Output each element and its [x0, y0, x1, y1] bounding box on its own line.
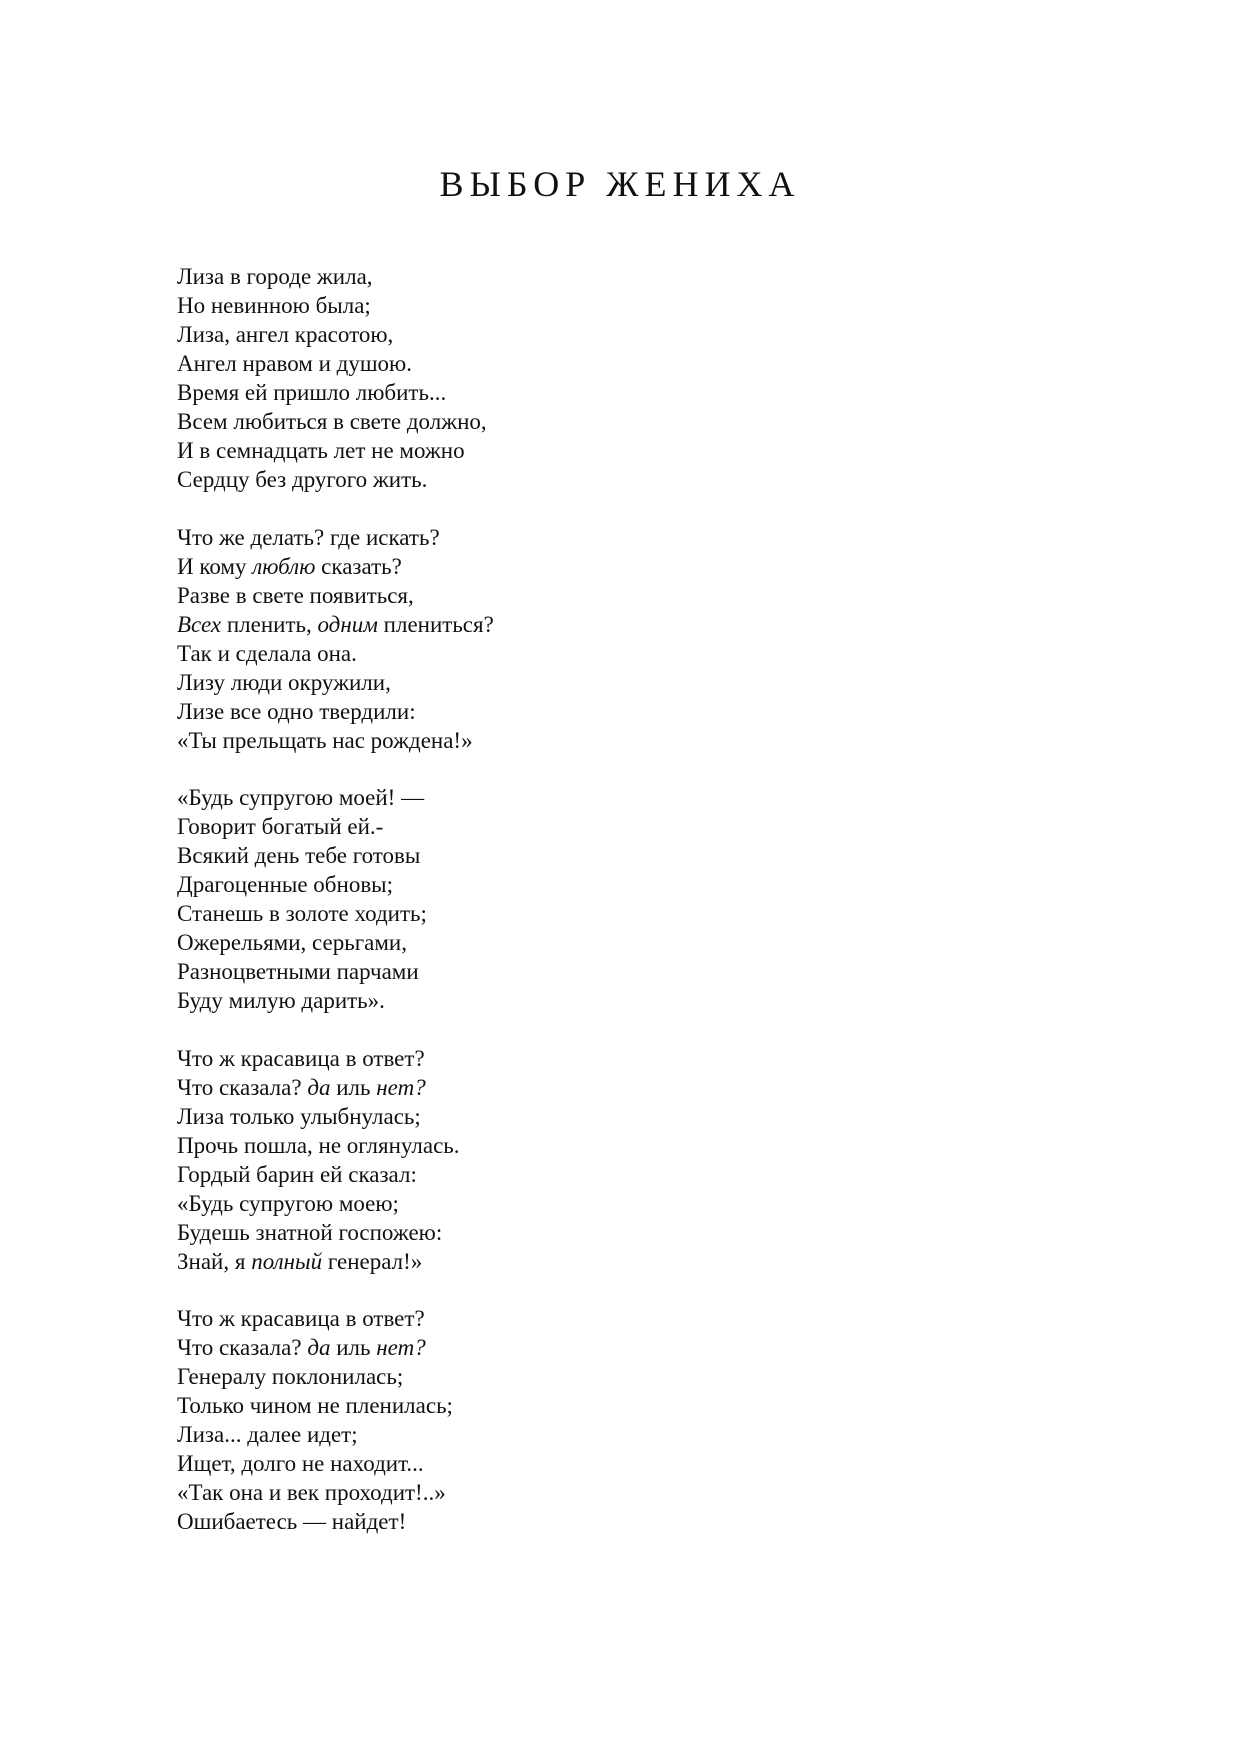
poem-line	[177, 783, 877, 812]
line-text: Всякий день тебе готовы	[177, 843, 421, 868]
line-text: Генералу поклонилась;	[177, 1364, 404, 1389]
line-text: Только чином не пленилась;	[177, 1393, 453, 1418]
line-text: Что же делать? где искать?	[177, 524, 440, 550]
line-text: Что ж красавица в ответ?	[177, 1306, 425, 1331]
emphasized-text: да	[307, 1335, 331, 1360]
poem-line	[177, 581, 877, 610]
line-text: Что сказала?	[177, 1335, 308, 1360]
poem-line	[177, 291, 877, 320]
poem-line	[177, 407, 877, 436]
line-text: Лиза... далее идет;	[177, 1422, 358, 1447]
poem-line	[177, 1420, 877, 1449]
line-text: Драгоценные обновы;	[177, 872, 394, 897]
line-text: И в семнадцать лет не можно	[177, 438, 465, 463]
line-text: Что сказала?	[177, 1074, 308, 1100]
emphasized-text: люблю	[252, 553, 316, 579]
line-text: Ангел нравом и душою.	[177, 351, 412, 376]
poem-line	[177, 726, 877, 755]
emphasized-text: нет?	[376, 1335, 426, 1360]
poem-line	[177, 436, 877, 465]
poem-line	[177, 262, 877, 291]
line-text: Что ж красавица в ответ?	[177, 1045, 425, 1071]
line-text: Ошибаетесь — найдет!	[177, 1509, 407, 1534]
emphasized-text: нет?	[376, 1074, 426, 1100]
line-text: Ищет, долго не находит...	[177, 1451, 424, 1476]
poem-line	[177, 1247, 877, 1276]
line-text: иль	[330, 1335, 377, 1360]
poem-line	[177, 523, 877, 552]
poem-line	[177, 349, 877, 378]
poem-line	[177, 1333, 877, 1362]
line-text: Сердцу без другого жить.	[177, 467, 428, 492]
poem-line	[177, 986, 877, 1015]
line-text: Ожерельями, серьгами,	[177, 930, 407, 955]
poem-line	[177, 668, 877, 697]
poem-body	[177, 262, 877, 1565]
line-text: сказать?	[315, 553, 402, 579]
poem-line	[177, 1218, 877, 1247]
line-text: плениться?	[377, 611, 494, 637]
poem-line	[177, 465, 877, 494]
poem-line	[177, 899, 877, 928]
line-text: иль	[330, 1074, 377, 1100]
line-text: «Ты прельщать нас рождена!»	[177, 727, 473, 753]
line-text: генерал!»	[322, 1248, 423, 1274]
poem-line	[177, 1160, 877, 1189]
line-text: Лизу люди окружили,	[177, 669, 391, 695]
poem-line	[177, 1131, 877, 1160]
poem-line	[177, 957, 877, 986]
poem-line	[177, 1189, 877, 1218]
line-text: Лизе все одно твердили:	[177, 698, 416, 724]
poem-line	[177, 610, 877, 639]
poem-line	[177, 1449, 877, 1478]
emphasized-text: Всех	[177, 611, 222, 637]
stanza	[177, 262, 877, 494]
line-text: Говорит богатый ей.-	[177, 814, 384, 839]
line-text: пленить,	[221, 611, 318, 637]
line-text: Но невинною была;	[177, 293, 371, 318]
line-text: Гордый барин ей сказал:	[177, 1161, 417, 1187]
emphasized-text: одним	[317, 611, 378, 637]
line-text: Лиза в городе жила,	[177, 264, 373, 289]
poem-line	[177, 639, 877, 668]
poem-line	[177, 1478, 877, 1507]
poem-line	[177, 1507, 877, 1536]
line-text: Лиза только улыбнулась;	[177, 1103, 421, 1129]
poem-line	[177, 1102, 877, 1131]
poem-line	[177, 1304, 877, 1333]
stanza	[177, 523, 877, 755]
line-text: «Будь супругою моею;	[177, 1190, 399, 1216]
poem-line	[177, 928, 877, 957]
poem-line	[177, 870, 877, 899]
poem-line	[177, 1391, 877, 1420]
line-text: Разноцветными парчами	[177, 959, 419, 984]
poem-line	[177, 1362, 877, 1391]
poem-line	[177, 320, 877, 349]
line-text: Прочь пошла, не оглянулась.	[177, 1132, 460, 1158]
line-text: Лиза, ангел красотою,	[177, 322, 394, 347]
line-text: Время ей пришло любить...	[177, 380, 447, 405]
line-text: Буду милую дарить».	[177, 988, 385, 1013]
poem-line	[177, 552, 877, 581]
line-text: Будешь знатной госпожею:	[177, 1219, 443, 1245]
line-text: Всем любиться в свете должно,	[177, 409, 487, 434]
emphasized-text: полный	[251, 1248, 323, 1274]
poem-line	[177, 1044, 877, 1073]
line-text: Разве в свете появиться,	[177, 582, 414, 608]
line-text: И кому	[177, 553, 253, 579]
emphasized-text: да	[307, 1074, 331, 1100]
poem-line	[177, 378, 877, 407]
poem-line	[177, 812, 877, 841]
line-text: «Будь супругою моей! —	[177, 785, 425, 810]
stanza	[177, 783, 877, 1015]
stanza	[177, 1304, 877, 1536]
poem-title: ВЫБОР ЖЕНИХА	[439, 164, 801, 204]
stanza	[177, 1044, 877, 1276]
line-text: Знай, я	[177, 1248, 252, 1274]
line-text: «Так она и век проходит!..»	[177, 1480, 446, 1505]
poem-line	[177, 1073, 877, 1102]
poem-line	[177, 697, 877, 726]
line-text: Станешь в золоте ходить;	[177, 901, 427, 926]
line-text: Так и сделала она.	[177, 640, 357, 666]
poem-line	[177, 841, 877, 870]
